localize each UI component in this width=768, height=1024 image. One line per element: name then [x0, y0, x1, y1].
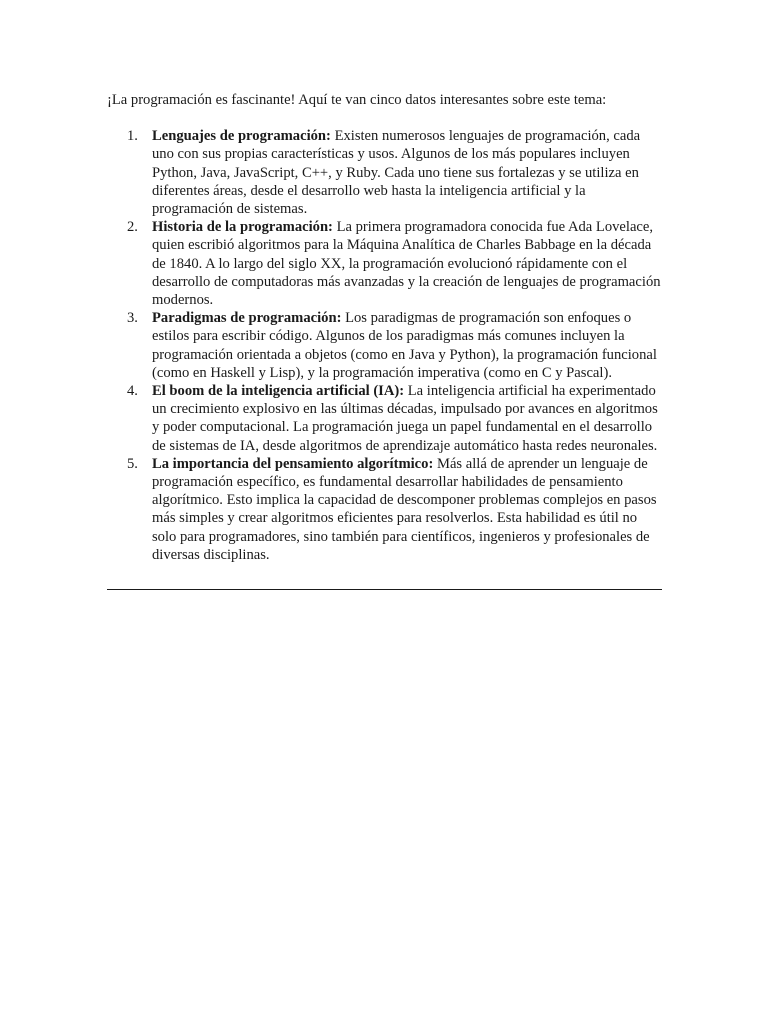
list-item [107, 218, 662, 309]
list-item-text: Los paradigmas de programación son enfoques o estilos para escribir código. Algunos de los paradigmas más comunes incluyen la programación orientada a objetos (como en Java y Python), la programación funcional (como en Haskell y Lisp), y la programación imperativa (como en C y Pascal). [152, 310, 657, 381]
list-item-title: Paradigmas de programación: [152, 310, 346, 327]
horizontal-rule [107, 589, 662, 590]
list-item-title: El boom de la inteligencia artificial (IA): [152, 383, 408, 400]
list-item-text: La inteligencia artificial ha experimentado un crecimiento explosivo en las últimas décadas, impulsado por avances en algoritmos y poder computacional. La programación juega un papel fundamental en el desarrollo de sistemas de IA, desde algoritmos de aprendizaje automático hasta redes neuronales. [152, 383, 658, 454]
list-item-number: 5. [127, 455, 138, 472]
list-item [107, 382, 662, 455]
list-item-title: Lenguajes de programación: [152, 128, 335, 145]
list-item-number: 1. [127, 128, 138, 145]
document-body [107, 91, 662, 564]
facts-list [107, 127, 662, 564]
list-item-number: 2. [127, 219, 138, 236]
list-item-text: Existen numerosos lenguajes de programación, cada uno con sus propias características y usos. Algunos de los más populares incluyen Python, Java, JavaScript, C++, y Ruby. Cada uno tiene sus fortalezas y se utiliza en diferentes áreas, desde el desarrollo web hasta la inteligencia artificial y la programación de sistemas. [152, 128, 641, 218]
list-item [107, 455, 662, 564]
list-item-number: 3. [127, 310, 138, 327]
list-item [107, 309, 662, 382]
list-item-title: Historia de la programación: [152, 219, 337, 236]
list-item-number: 4. [127, 383, 138, 400]
list-item-text: Más allá de aprender un lenguaje de programación específico, es fundamental desarrollar habilidades de pensamiento algorítmico. Esto implica la capacidad de descomponer problemas complejos en pasos más simples y crear algoritmos eficientes para resolverlos. Esta habilidad es útil no solo para programadores, sino también para científicos, ingenieros y profesionales de diversas disciplinas. [152, 455, 657, 563]
list-item-text: La primera programadora conocida fue Ada Lovelace, quien escribió algoritmos para la Máquina Analítica de Charles Babbage en la década de 1840. A lo largo del siglo XX, la programación evolucionó rápidamente con el desarrollo de computadoras más avanzadas y la creación de lenguajes de programación modernos. [152, 219, 661, 309]
list-item [107, 127, 662, 218]
intro-paragraph: ¡La programación es fascinante! Aquí te van cinco datos interesantes sobre este tema: [107, 92, 607, 108]
list-item-title: La importancia del pensamiento algorítmico: [152, 455, 437, 472]
